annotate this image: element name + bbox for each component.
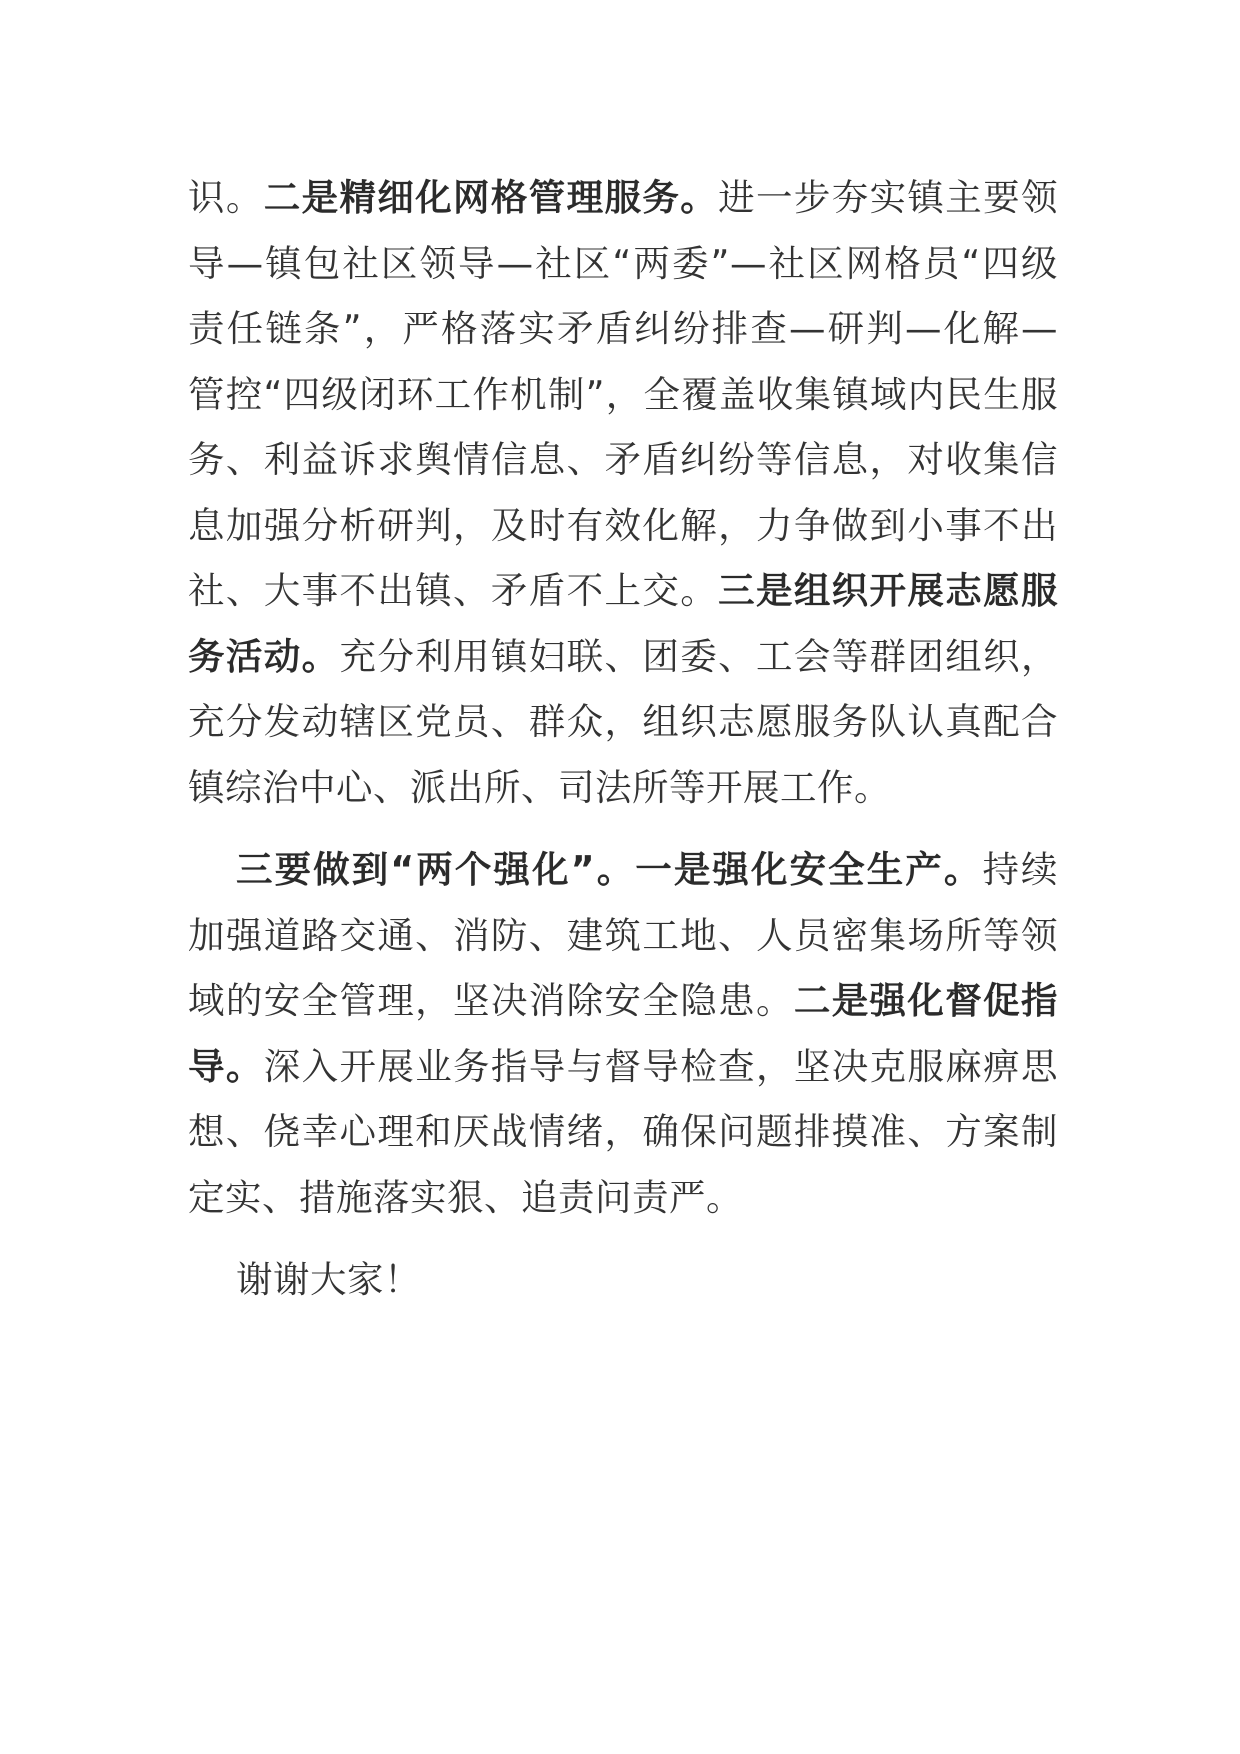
heading-run: 二是精细化网格管理服务。 bbox=[263, 176, 719, 219]
paragraph-closing-thanks bbox=[188, 1247, 1058, 1313]
text-run: 持续加强道路交通、消防、建筑工地、人员密集场所等领域的安全管理，坚决消除安全隐患。 bbox=[188, 848, 1059, 1022]
text-run: 进一步夯实镇主要领导—镇包社区领导—社区“两委”—社区网格员“四级责任链条”，严格落实矛盾纠纷排查—研判—化解—管控“四级闭环工作机制”，全覆盖收集镇域内民生服务、利益诉求舆情信息、矛盾纠纷等信息，对收集信息加强分析研判，及时有效化解，力争做到小事不出社、大事不出镇、矛盾不上交。 bbox=[188, 176, 1059, 612]
text-run: 深入开展业务指导与督导检查，坚决克服麻痹思想、侥幸心理和厌战情绪，确保问题排摸准、方案制定实、措施落实狠、追责问责严。 bbox=[188, 1044, 1059, 1219]
text-run: 识。 bbox=[188, 176, 264, 219]
heading-run: 三要做到“两个强化”。 bbox=[236, 848, 636, 891]
paragraph-grid-management bbox=[188, 165, 1058, 820]
paragraph-two-strengthenings bbox=[188, 837, 1058, 1230]
document-page bbox=[188, 165, 1058, 1313]
text-run: 谢谢大家！ bbox=[236, 1258, 421, 1301]
text-run: 充分利用镇妇联、团委、工会等群团组织，充分发动辖区党员、群众，组织志愿服务队认真配合镇综治中心、派出所、司法所等开展工作。 bbox=[188, 634, 1059, 809]
heading-run: 二是强化督促指导。 bbox=[188, 979, 1059, 1088]
heading-run: 一是强化安全生产。 bbox=[635, 848, 983, 891]
heading-run: 三是组织开展志愿服务活动。 bbox=[188, 569, 1059, 678]
